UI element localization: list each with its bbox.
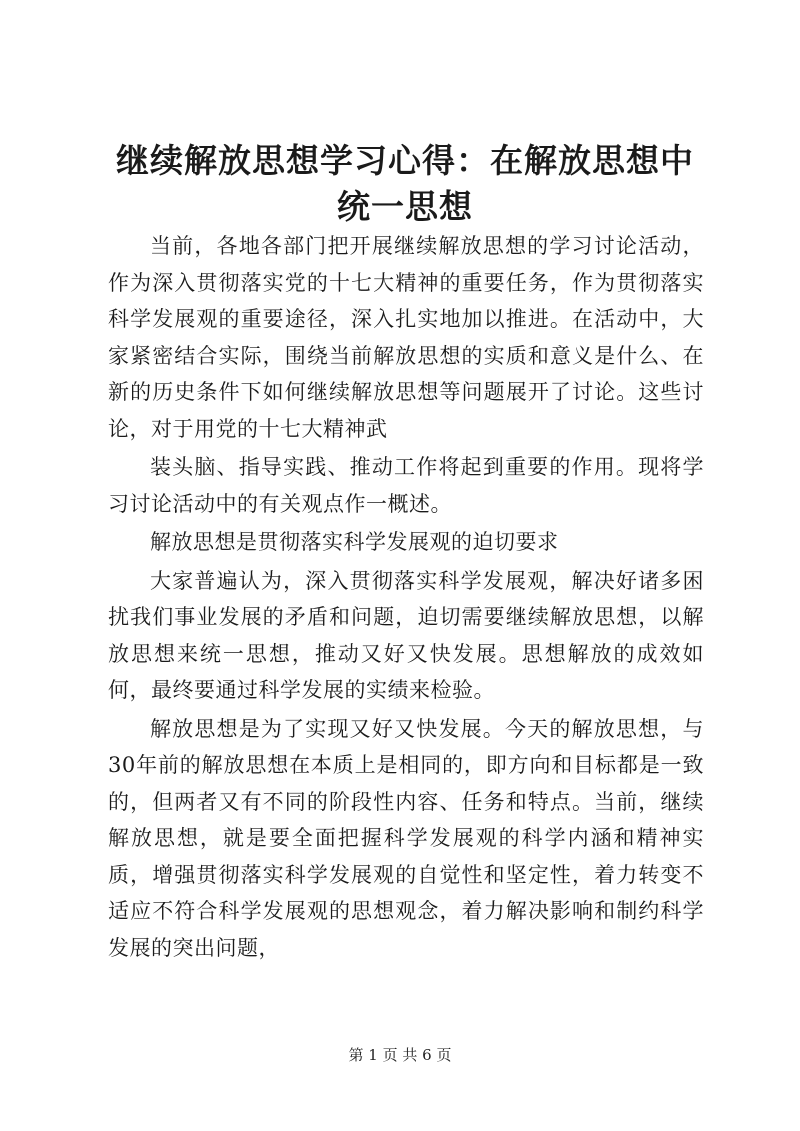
paragraph-3: 大家普遍认为，深入贯彻落实科学发展观，解决好诸多困扰我们事业发展的矛盾和问题，迫切需要继续解放思想，以解放思想来统一思想，推动又好又快发展。思想解放的成效如何，最终要通过科学发展的实绩来检验。 xyxy=(108,568,704,702)
document-title: 继续解放思想学习心得：在解放思想中统一思想 xyxy=(116,141,694,226)
paragraph-1: 当前，各地各部门把开展继续解放思想的学习讨论活动，作为深入贯彻落实党的十七大精神的重要任务，作为贯彻落实科学发展观的重要途径，深入扎实地加以推进。在活动中，大家紧密结合实际，围绕当前解放思想的实质和意义是什么、在新的历史条件下如何继续解放思想等问题展开了讨论。这些讨论，对于用党的十七大精神武 xyxy=(108,234,704,441)
page-footer: 第 1 页 共 6 页 xyxy=(348,1046,452,1064)
paragraph-2: 装头脑、指导实践、推动工作将起到重要的作用。现将学习讨论活动中的有关观点作一概述。 xyxy=(108,455,704,516)
paragraph-4: 解放思想是为了实现又好又快发展。今天的解放思想，与30年前的解放思想在本质上是相同的，即方向和目标都是一致的，但两者又有不同的阶段性内容、任务和特点。当前，继续解放思想，就是要全面把握科学发展观的科学内涵和精神实质，增强贯彻落实科学发展观的自觉性和坚定性，着力转变不适应不符合科学发展观的思想观念，着力解决影响和制约科学发展的突出问题， xyxy=(108,716,704,960)
section-heading: 解放思想是贯彻落实科学发展观的迫切要求 xyxy=(150,530,559,554)
document-body xyxy=(108,228,704,966)
